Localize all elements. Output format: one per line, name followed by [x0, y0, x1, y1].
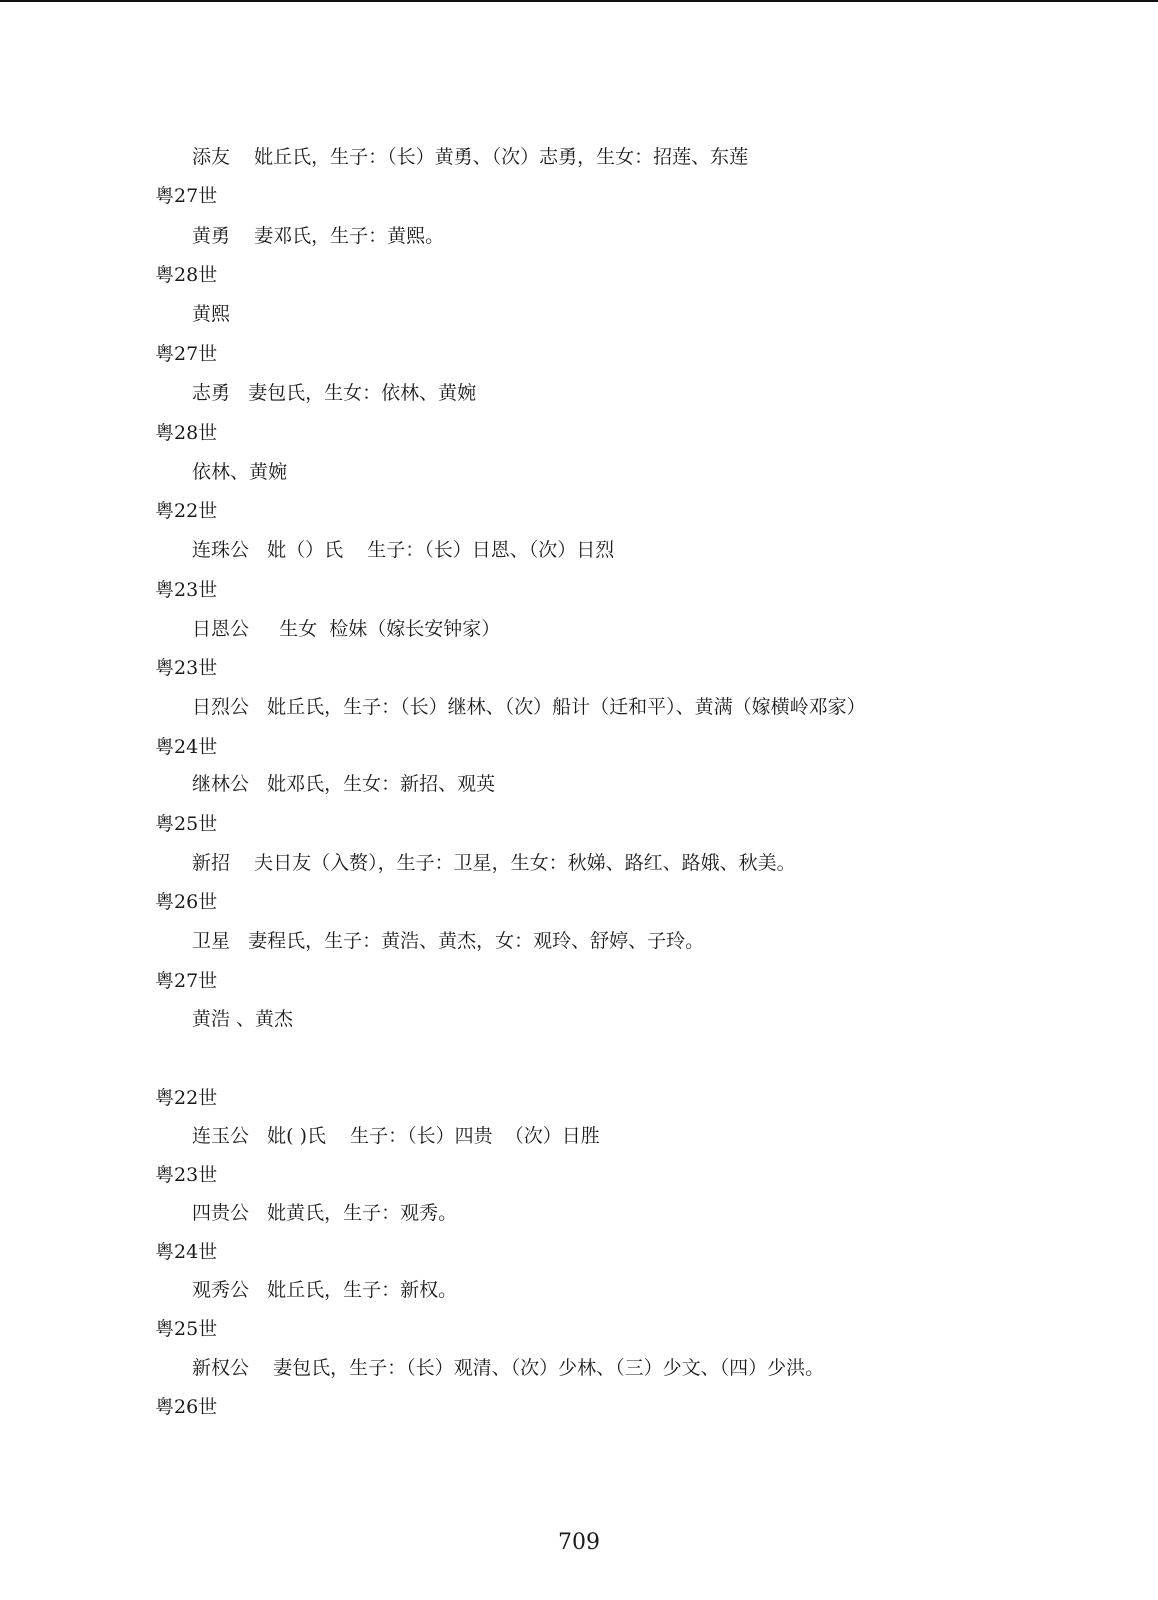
generation-heading: 粤23世: [155, 657, 218, 679]
generation-heading: 粤25世: [155, 1318, 218, 1340]
generation-heading: 粤26世: [155, 891, 218, 913]
genealogy-entry: 继林公 妣邓氏，生女：新招、观英: [192, 773, 496, 795]
generation-heading: 粤27世: [155, 185, 218, 207]
genealogy-entry: 黄浩 、黄杰: [192, 1008, 294, 1030]
genealogy-entry: 连珠公 妣（）氏 生子：（长）日恩、（次）日烈: [192, 539, 615, 561]
page-number: 709: [558, 1530, 600, 1555]
generation-heading: 粤24世: [155, 1241, 218, 1263]
genealogy-entry: 黄勇 妻邓氏，生子：黄熙。: [192, 225, 445, 247]
genealogy-entry: 连玉公 妣( )氏 生子：（长）四贵 （次）日胜: [192, 1125, 600, 1147]
genealogy-entry: 依林、黄婉: [192, 461, 288, 483]
generation-heading: 粤27世: [155, 970, 218, 992]
generation-heading: 粤25世: [155, 813, 218, 835]
generation-heading: 粤26世: [155, 1396, 218, 1418]
generation-heading: 粤22世: [155, 500, 218, 522]
genealogy-entry: 新权公 妻包氏，生子：（长）观清、（次）少林、（三）少文、（四）少洪。: [192, 1357, 825, 1379]
genealogy-entry: 黄熙: [192, 303, 231, 325]
generation-heading: 粤24世: [155, 736, 218, 758]
generation-heading: 粤27世: [155, 343, 218, 365]
genealogy-entry: 日恩公 生女 检妹（嫁长安钟家）: [192, 618, 501, 640]
generation-heading: 粤28世: [155, 422, 218, 444]
genealogy-entry: 卫星 妻程氏，生子：黄浩、黄杰，女：观玲、舒婷、子玲。: [192, 930, 705, 952]
generation-heading: 粤23世: [155, 1164, 218, 1186]
genealogy-entry: 四贵公 妣黄氏，生子：观秀。: [192, 1202, 458, 1224]
genealogy-entry: 观秀公 妣丘氏，生子：新权。: [192, 1279, 458, 1301]
genealogy-entry: 日烈公 妣丘氏，生子：（长）继林、（次）船计（迁和平）、黄满（嫁横岭邓家）: [192, 696, 866, 718]
generation-heading: 粤23世: [155, 579, 218, 601]
scan-edge-divider: [0, 0, 1158, 2]
generation-heading: 粤22世: [155, 1087, 218, 1109]
genealogy-entry: 志勇 妻包氏，生女：依林、黄婉: [192, 382, 477, 404]
genealogy-entry: 新招 夫日友（入赘），生子：卫星，生女：秋娣、路红、路娥、秋美。: [192, 852, 796, 874]
genealogy-entry: 添友 妣丘氏，生子：（长）黄勇、（次）志勇，生女：招莲、东莲: [192, 146, 749, 168]
generation-heading: 粤28世: [155, 264, 218, 286]
